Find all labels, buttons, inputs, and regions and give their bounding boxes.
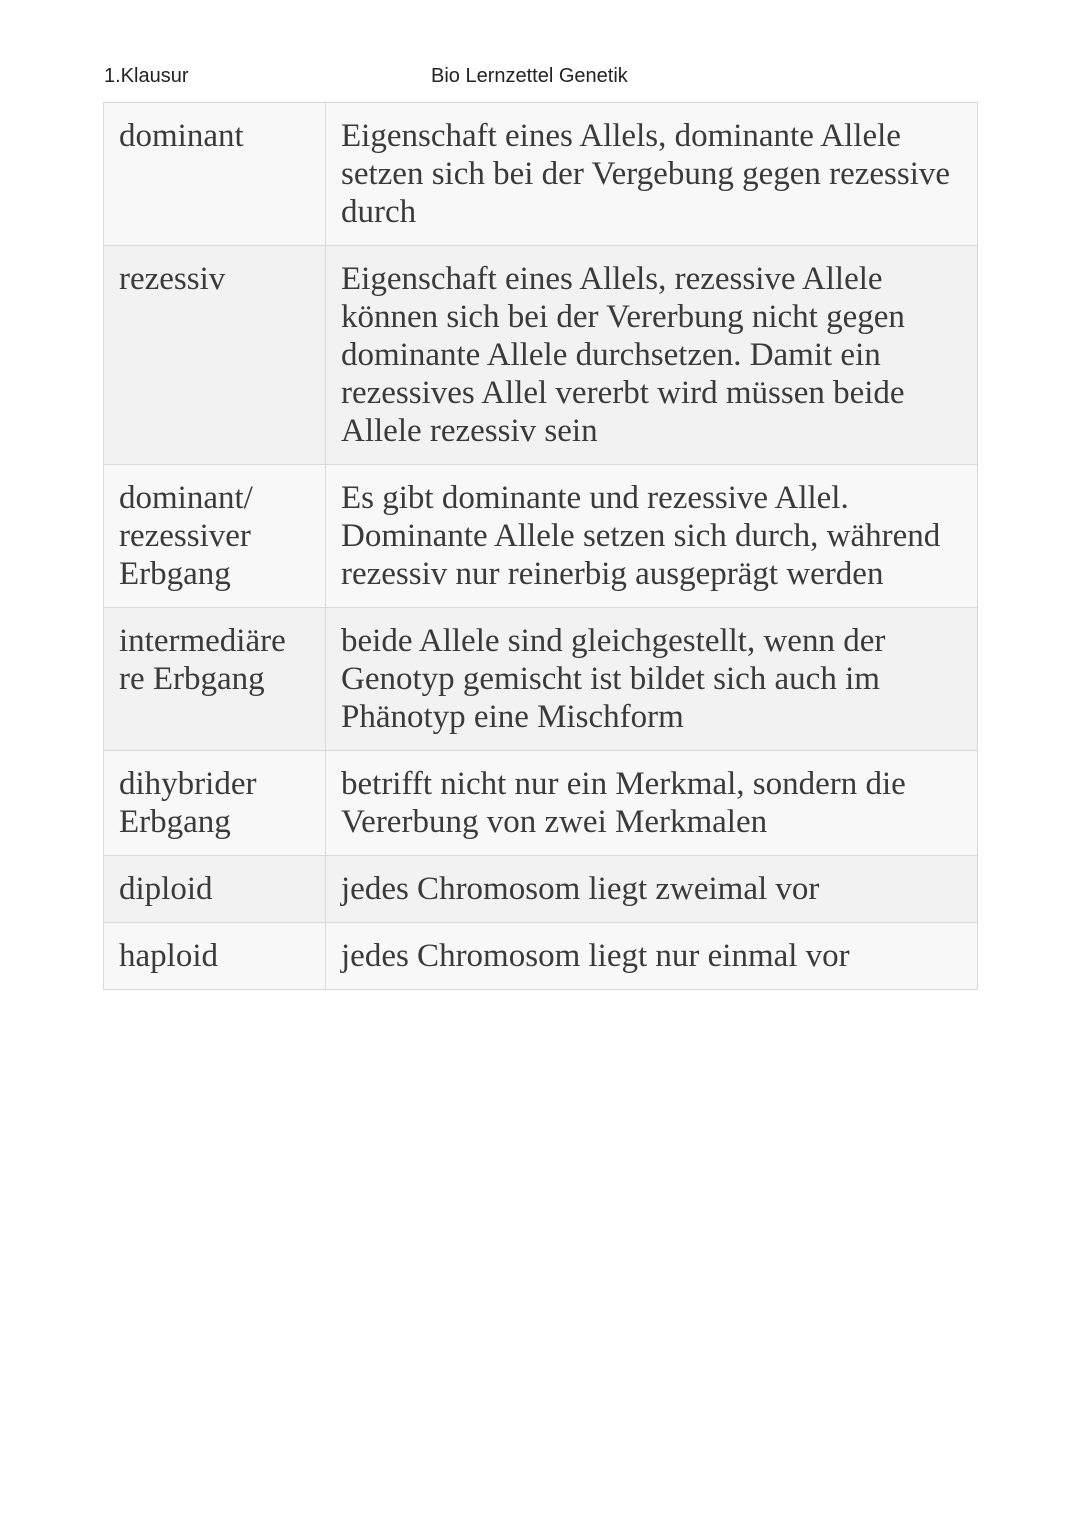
table-row [104,608,978,751]
table-row [104,923,978,990]
term-cell: dominant [104,103,326,246]
definition-cell: Es gibt dominante und rezessive Allel. Dominante Allele setzen sich durch, während rezessiv nur reinerbig ausgeprägt werden [326,465,978,608]
glossary-table [103,102,978,990]
table-row [104,103,978,246]
term-cell: rezessiv [104,246,326,465]
term-cell: dihybrider Erbgang [104,751,326,856]
term-cell: intermediäre re Erbgang [104,608,326,751]
page-title: Bio Lernzettel Genetik [431,65,628,87]
header-course-label: 1.Klausur [104,65,189,87]
definition-cell: betrifft nicht nur ein Merkmal, sondern die Vererbung von zwei Merkmalen [326,751,978,856]
table-row [104,465,978,608]
term-cell: diploid [104,856,326,923]
definition-cell: jedes Chromosom liegt nur einmal vor [326,923,978,990]
definition-cell: beide Allele sind gleichgestellt, wenn der Genotyp gemischt ist bildet sich auch im Phänotyp eine Mischform [326,608,978,751]
definition-cell: Eigenschaft eines Allels, rezessive Allele können sich bei der Vererbung nicht gegen dominante Allele durchsetzen. Damit ein rezessives Allel vererbt wird müssen beide Allele rezessiv sein [326,246,978,465]
table-row [104,856,978,923]
definition-cell: jedes Chromosom liegt zweimal vor [326,856,978,923]
term-cell: haploid [104,923,326,990]
table-row [104,246,978,465]
term-cell: dominant/ rezessiver Erbgang [104,465,326,608]
table-row [104,751,978,856]
definition-cell: Eigenschaft eines Allels, dominante Allele setzen sich bei der Vergebung gegen rezessive durch [326,103,978,246]
